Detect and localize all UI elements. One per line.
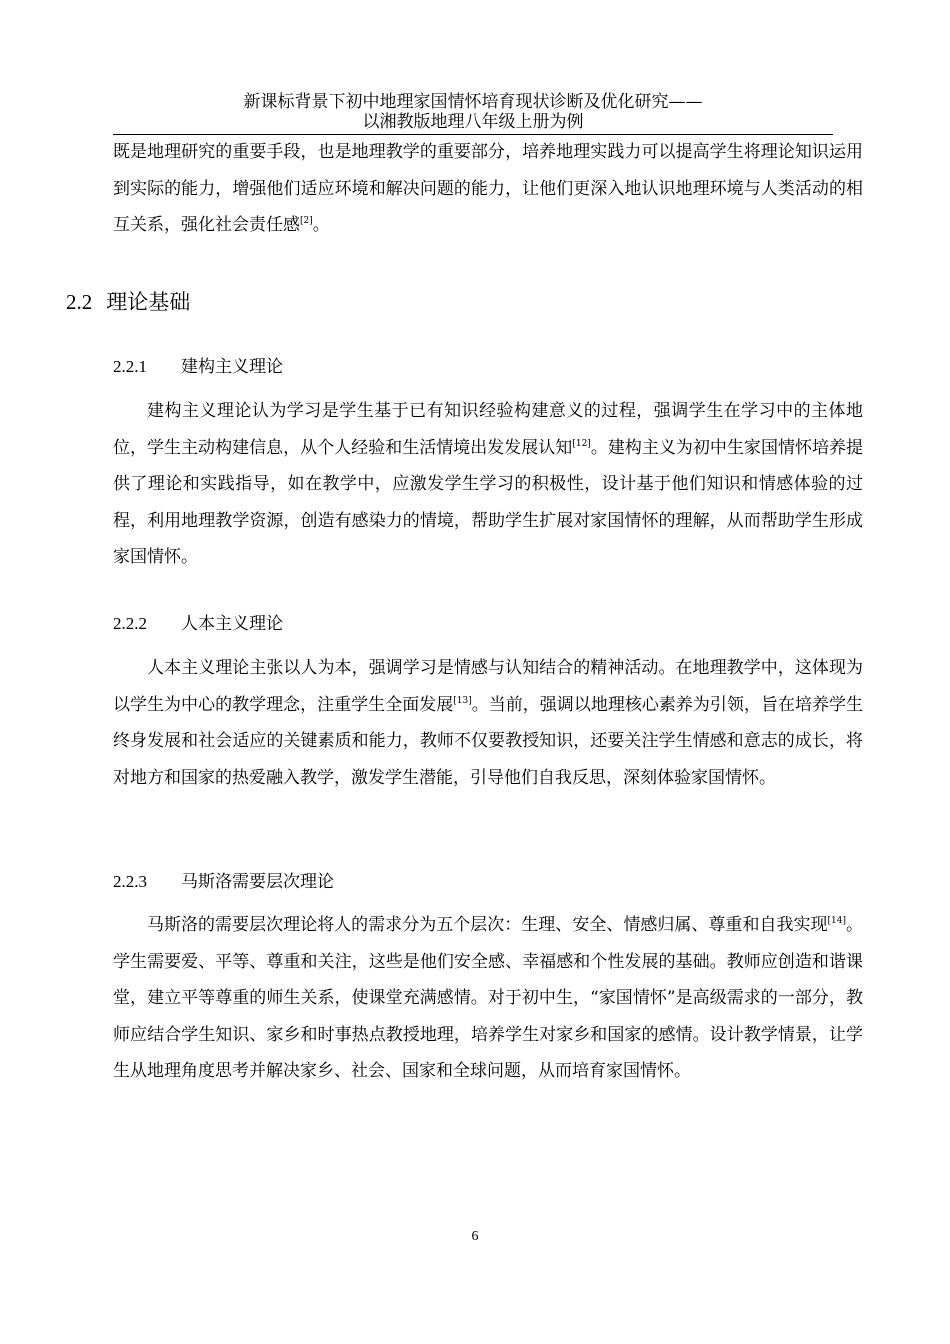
paragraph-maslow (113, 907, 863, 1090)
running-header (113, 92, 833, 132)
subsection-heading-constructivism (113, 352, 283, 377)
intro-text: 既是地理研究的重要手段，也是地理教学的重要部分，培养地理实践力可以提高学生将理论知识运用到实际的能力，增强他们适应环境和解决问题的能力，让他们更深入地认识地理环境与人类活动的相互关系，强化社会责任感 (113, 142, 863, 235)
subsection-number: 2.2.3 (113, 872, 147, 891)
citation: [12] (572, 438, 591, 449)
subsection-title: 马斯洛需要层次理论 (181, 872, 334, 892)
citation: [14] (827, 916, 846, 926)
header-title-line-1: 新课标背景下初中地理家国情怀培育现状诊断及优化研究—— (243, 92, 703, 112)
paragraph-text: 。学生需要爱、平等、尊重和关注，这些是他们安全感、幸福感和个性发展的基础。教师应创造和谐课堂，建立平等尊重的师生关系，使课堂充满感情。对于初中生，“家国情怀”是高级需求的一部分，教师应结合学生知识、家乡和时事热点教授地理，培养学生对家乡和国家的感情。设计教学情景，让学生从地理角度思考并解决家乡、社会、国家和全球问题，从而培育家国情怀。 (113, 915, 864, 1081)
paragraph-text: 。建构主义为初中生家国情怀培养提供了理论和实践指导，如在教学中，应激发学生学习的积极性，设计基于他们知识和情感体验的过程，利用地理教学资源，创造有感染力的情境，帮助学生扩展对家国情怀的理解，从而帮助学生形成家国情怀。 (113, 437, 864, 567)
subsection-number: 2.2.1 (113, 357, 147, 376)
subsection-number: 2.2.2 (113, 614, 147, 633)
subsection-title: 建构主义理论 (181, 357, 283, 377)
paragraph-text: 。当前，强调以地理核心素养为引领，旨在培养学生终身发展和社会适应的关键素质和能力，教师不仅要教授知识，还要关注学生情感和意志的成长，将对地方和国家的热爱融入教学，激发学生潜能，引导他们自我反思，深刻体验家国情怀。 (113, 694, 864, 788)
intro-paragraph (113, 134, 863, 244)
section-heading (66, 286, 190, 316)
paragraph-text: 建构主义理论认为学习是学生基于已有知识经验构建意义的过程，强调学生在学习中的主体地位，学生主动构建信息，从个人经验和生活情境出发发展认知 (113, 401, 863, 458)
citation: [2] (300, 216, 313, 226)
header-title-line-2: 以湘教版地理八年级上册为例 (362, 112, 584, 132)
subsection-heading-maslow (113, 867, 334, 892)
paragraph-text: 马斯洛的需要层次理论将人的需求分为五个层次：生理、安全、情感归属、尊重和自我实现 (147, 915, 828, 935)
section-title: 理论基础 (106, 290, 191, 314)
citation: [13] (453, 695, 472, 706)
paragraph-text: 人本主义理论主张以人为本，强调学习是情感与认知结合的精神活动。在地理教学中，这体现为以学生为中心的教学理念，注重学生全面发展 (113, 658, 863, 715)
paragraph-constructivism (113, 393, 863, 576)
subsection-title: 人本主义理论 (181, 614, 283, 634)
section-number: 2.2 (66, 290, 93, 314)
paragraph-humanism (113, 650, 863, 796)
intro-tail: 。 (312, 215, 330, 235)
subsection-heading-humanism (113, 609, 283, 634)
page-number: 6 (471, 1229, 479, 1244)
